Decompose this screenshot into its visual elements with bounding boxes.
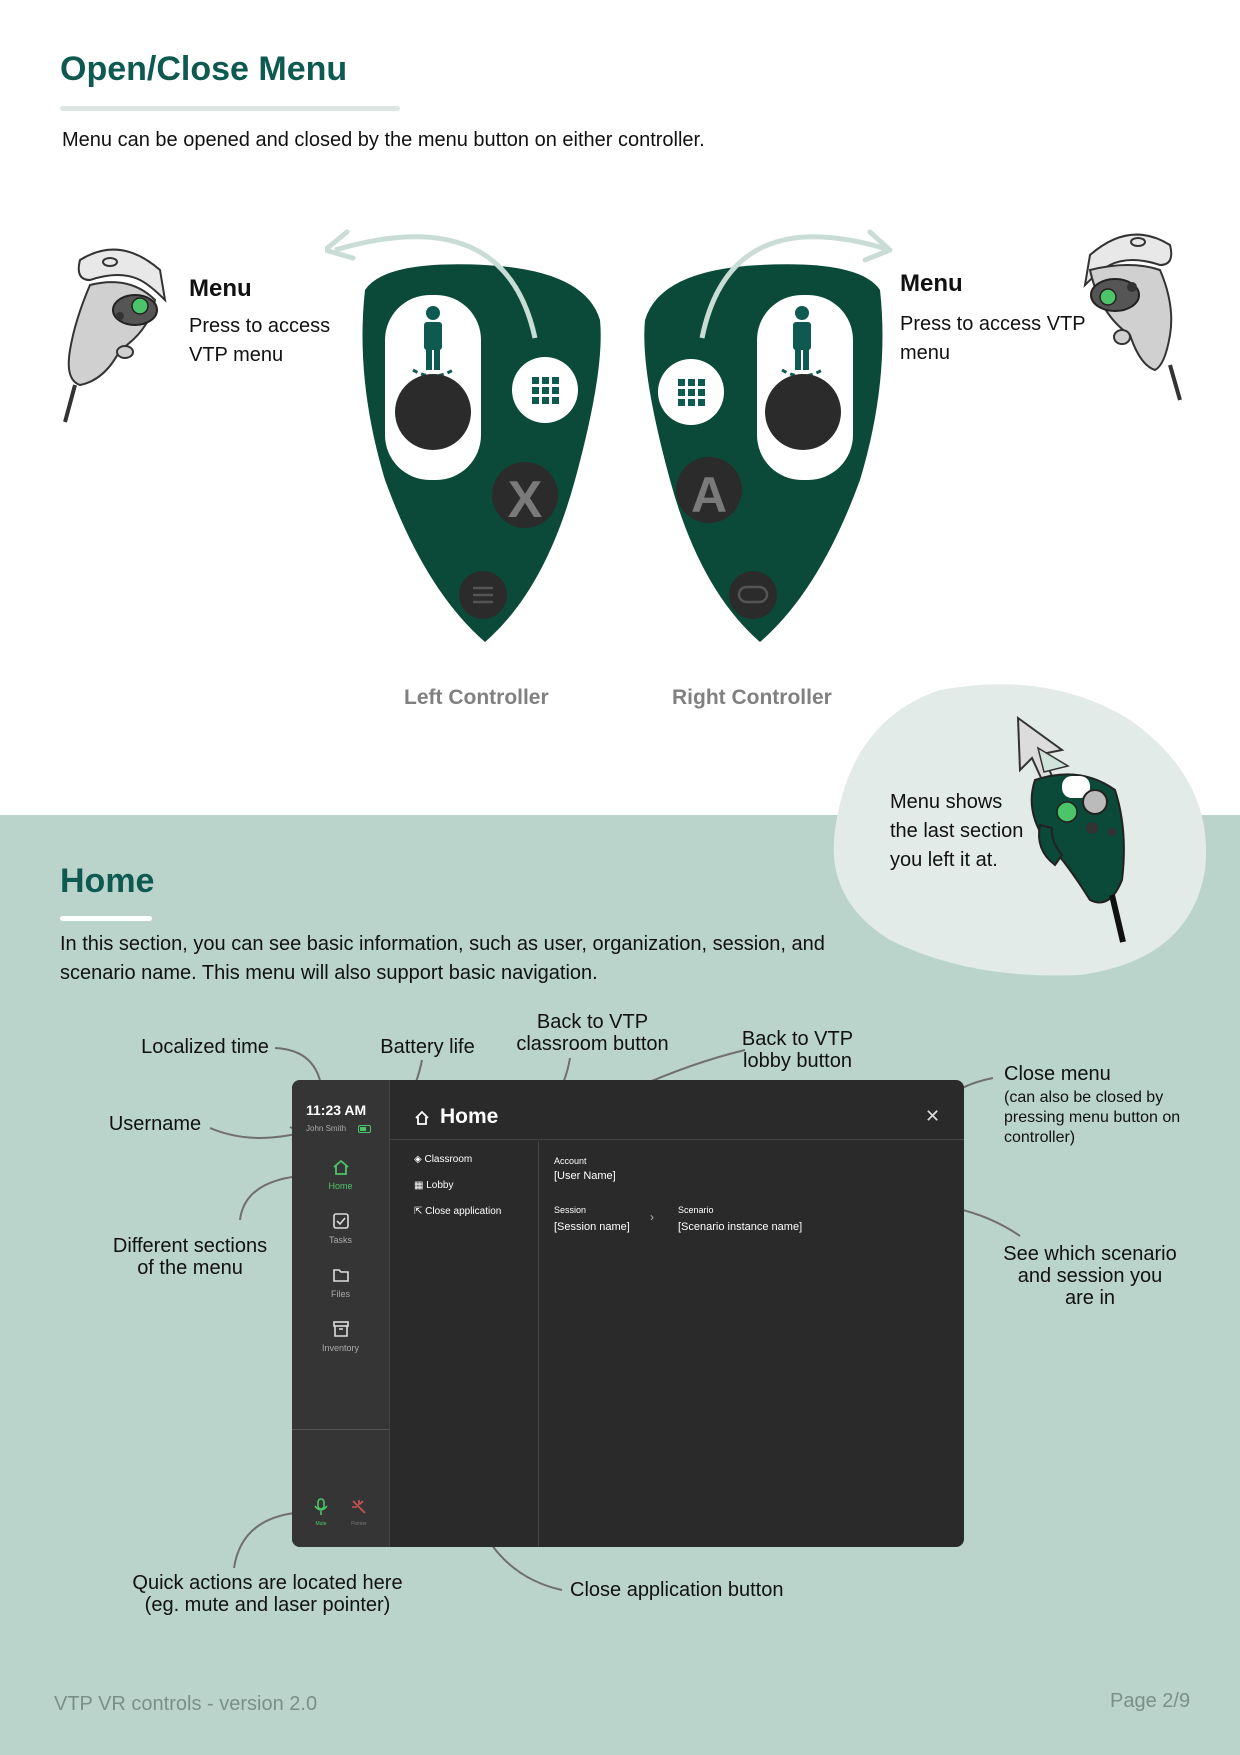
left-menu-title: Menu	[189, 275, 252, 302]
annot-close-note-2: pressing menu button on	[1004, 1109, 1181, 1126]
nav-inventory-label: Inventory	[321, 1343, 360, 1353]
left-menu-desc-2: VTP menu	[189, 344, 284, 366]
close-menu-button[interactable]	[925, 1106, 940, 1127]
pointer-button[interactable]	[348, 1498, 370, 1527]
nav-home[interactable]	[292, 1158, 389, 1191]
annot-close-note-1: (can also be closed by	[1004, 1089, 1164, 1106]
nav-tasks-label: Tasks	[328, 1235, 352, 1245]
annot-classroom-1: Back to VTP	[536, 1011, 649, 1033]
mute-label: Mute	[315, 1521, 327, 1527]
account-value: [User Name]	[554, 1170, 616, 1182]
annot-username: Username	[108, 1113, 202, 1135]
header-home-icon	[414, 1110, 430, 1126]
submenu-close-application[interactable]	[414, 1206, 501, 1217]
pointer-label: Pointer	[351, 1521, 367, 1527]
footer-version: VTP VR controls - version 2.0	[54, 1693, 318, 1715]
annot-sections-2: of the menu	[137, 1257, 243, 1279]
section-title-home: Home	[60, 862, 155, 900]
scenario-label: Scenario	[678, 1205, 714, 1215]
annot-scenario-2: and session you	[1017, 1265, 1163, 1287]
microphone-icon	[313, 1498, 329, 1516]
home-intro-2: scenario name. This menu will also support basic navigation.	[60, 962, 598, 984]
username: John Smith	[306, 1124, 347, 1133]
bubble-text-1: Menu shows	[890, 791, 1003, 813]
checkbox-icon	[332, 1212, 350, 1230]
vr-menu-screenshot	[292, 1080, 964, 1547]
annot-close-app: Close application button	[570, 1579, 784, 1601]
nav-home-label: Home	[328, 1181, 353, 1191]
folder-icon	[332, 1266, 350, 1284]
submenu-classroom-label: Classroom	[424, 1154, 473, 1165]
annot-lobby-1: Back to VTP	[741, 1028, 854, 1050]
home-intro-1: In this section, you can see basic information, such as user, organization, session, and	[60, 933, 825, 955]
title-underline	[60, 106, 400, 111]
menu-sidebar	[292, 1080, 389, 1547]
laser-pointer-icon	[350, 1498, 368, 1516]
left-controller-label: Left Controller	[404, 686, 549, 709]
mute-button[interactable]	[310, 1498, 332, 1527]
left-controller-face	[325, 220, 625, 650]
annot-close-note-3: controller)	[1004, 1129, 1076, 1146]
left-menu-desc-1: Press to access	[189, 315, 331, 337]
building-icon: ▦	[414, 1180, 427, 1191]
nav-files-label: Files	[330, 1289, 350, 1299]
footer-page-number: Page 2/9	[1110, 1690, 1191, 1712]
annot-battery-life: Battery life	[380, 1036, 475, 1058]
section-title-open-close: Open/Close Menu	[60, 50, 348, 88]
submenu-lobby[interactable]	[414, 1180, 453, 1191]
right-menu-desc-2: menu	[900, 342, 951, 364]
annot-quick-2: (eg. mute and laser pointer)	[144, 1594, 391, 1616]
submenu-classroom[interactable]	[414, 1154, 472, 1165]
annot-scenario-1: See which scenario	[1003, 1243, 1177, 1265]
annot-scenario-3: are in	[1064, 1287, 1116, 1309]
sidebar-border	[389, 1080, 390, 1547]
right-controller-face	[620, 220, 920, 650]
sidebar-divider	[292, 1429, 389, 1430]
right-controller-illustration	[1070, 225, 1190, 405]
nav-tasks[interactable]	[292, 1212, 389, 1245]
submenu-lobby-label: Lobby	[426, 1180, 454, 1191]
bubble-text-3: you left it at.	[890, 849, 998, 871]
home-underline	[60, 916, 152, 921]
archive-icon	[332, 1320, 350, 1338]
right-menu-desc-1: Press to access VTP	[900, 313, 1086, 335]
session-value: [Session name]	[554, 1221, 630, 1233]
a-button-label: A	[690, 467, 728, 523]
battery-icon	[358, 1125, 371, 1133]
annot-close-menu: Close menu	[1004, 1063, 1111, 1085]
left-controller-illustration	[60, 240, 180, 425]
close-icon: ✕	[925, 1106, 941, 1126]
submenu-border	[538, 1141, 539, 1547]
nav-files[interactable]	[292, 1266, 389, 1299]
account-label: Account	[554, 1156, 587, 1166]
bubble-text-2: the last section	[890, 820, 1024, 842]
header-title: Home	[440, 1105, 499, 1128]
section-intro: Menu can be opened and closed by the menu button on either controller.	[62, 129, 705, 151]
exit-icon: ⇱	[414, 1206, 426, 1217]
chevron-right-icon: ›	[650, 1210, 654, 1224]
nav-inventory[interactable]	[292, 1320, 389, 1353]
right-controller-label: Right Controller	[672, 686, 832, 709]
right-menu-title: Menu	[900, 270, 963, 297]
graduation-cap-icon: ◈	[414, 1154, 425, 1165]
clock: 11:23 AM	[306, 1102, 367, 1118]
annot-sections-1: Different sections	[112, 1235, 268, 1257]
scenario-value: [Scenario instance name]	[678, 1221, 803, 1233]
annot-lobby-2: lobby button	[743, 1050, 852, 1072]
session-label: Session	[554, 1205, 587, 1215]
submenu-close-label: Close application	[425, 1206, 502, 1217]
home-icon	[332, 1158, 350, 1176]
x-button-label: X	[507, 471, 543, 529]
annot-quick-1: Quick actions are located here	[132, 1572, 403, 1594]
annot-localized-time: Localized time	[141, 1036, 269, 1058]
annot-classroom-2: classroom button	[516, 1033, 669, 1055]
header-divider	[390, 1139, 964, 1140]
